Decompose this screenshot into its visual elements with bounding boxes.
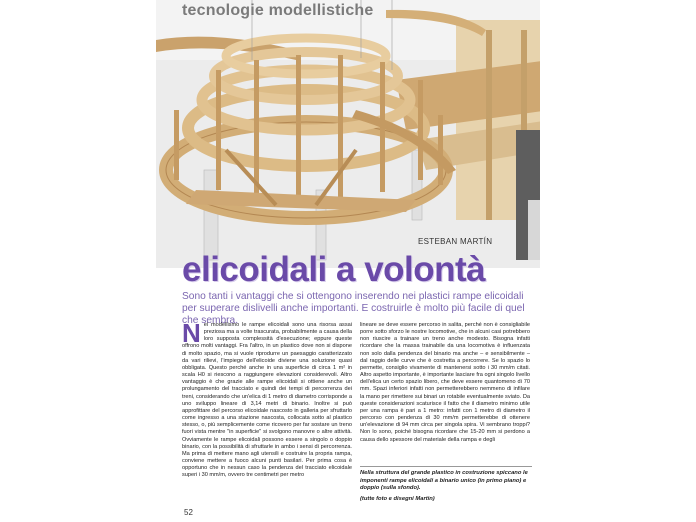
helix-layout-photo — [156, 0, 540, 268]
section-title: tecnologie modellistiche — [182, 2, 374, 19]
drop-cap: N — [182, 318, 201, 348]
magazine-page — [156, 0, 540, 522]
article-subtitle: Sono tanti i vantaggi che si ottengono inserendo nei plastici rampe elicoidali per superare dislivelli anche importanti. E costruirle è molto più facile di quel che sembra. — [182, 291, 525, 326]
body-column-right — [360, 322, 530, 444]
photo-caption — [360, 466, 532, 503]
page-number: 52 — [184, 508, 193, 517]
body-column-left — [182, 318, 352, 479]
caption-text: Nella struttura del grande plastico in costruzione spiccano le imponenti rampe elicoidali a binario unico (in primo piano) e doppio (sulla sfondo). — [360, 470, 528, 491]
body-text-right: lineare se deve essere percorso in salita, perché non è consigliabile porre sotto sforzo le nostre locomotive, che in alcuni casi potrebbero non riuscire a trainare un treno anche modesto. Bisogna infatti ricordare che la massa trainabile da una locomotiva è influenzata non solo dalla pendenza del binario ma anche – e sensibilmente – dal raggio delle curve che è costretta a percorrere. Se lo spazio lo permette, consiglio vivamente di mantenersi sotto i 30 mm/m citati. Altro aspetto importante, è importante lasciare fra ogni singolo livello dell'elica un certo spazio libero, che deve essere quantomeno di 70 mm. Spazi inferiori infatti non permetterebbero nemmeno di infilare la mano per rimettere sui binari un rotabile eventualmente sviato. Da queste considerazioni scaturisce il fatto che il diametro minimo utile per una rampa è pari a 1 metro: infatti con 1 metro di diametro il percorso con pendenza di 30 mm/m permetterebbe di ottenere un'elevazione di 94 mm circa per singola spira. Vi sembrano troppi? Non lo sono, poiché bisogna ricordare che 15-20 mm si perdono a causa dello spessore del materiale della rampa e degli — [360, 322, 530, 443]
author-name: ESTEBAN MARTÍN — [418, 237, 493, 246]
body-text-left: el modellismo le rampe elicoidali sono una risorsa assai preziosa ma a volte trascurata, probabilmente a causa della loro supposta complessità d'esecuzione; eppure queste offrono molti vantaggi. Fra l'altro, in un plastico dove non si dispone di molto spazio, ma si vuole riprodurre un paesaggio caratterizzato da vari rilievi, l'impiego dell'elicoide diviene una soluzione quasi obbligata. Questo perché anche in una superficie di circa 1 m² in scala H0 si riescono a raggiungere elevazioni considerevoli. Altro vantaggio è che grazie alle rampe elicoidali si ottiene anche un prolungamento del tracciato e quindi dei tempi di percorrenza dei treni, considerando che un'elica di 1 metro di diametro corrisponde a uno sviluppo lineare di 3,14 metri di binario. Inoltre si può approfittare del percorso elicoidale nascosto in galleria per sfruttarlo come ingresso a una stazione nascosta, collocata sotto al plastico stesso, o, più semplicemente come ricovero per far sostare un treno fuori vista mentre "in superficie" si svolgono manovre o altre attività. Ovviamente le rampe elicoidali possono essere a singolo o doppio binario, con la possibilità di sfruttarle in ambo i sensi di percorrenza. Ma prima di mettere mano agli utensili e costruire la propria rampa, conviene mettere a fuoco alcuni punti basilari. Per prima cosa è opportuno che in nessun caso la pendenza del tracciato elicoidale superi i 30 mm/m, ovvero tre centimetri per metro — [182, 322, 352, 479]
article-title: elicoidali a volontà — [182, 250, 486, 289]
photo-credit: (tutte foto e disegni Martin) — [360, 495, 435, 502]
